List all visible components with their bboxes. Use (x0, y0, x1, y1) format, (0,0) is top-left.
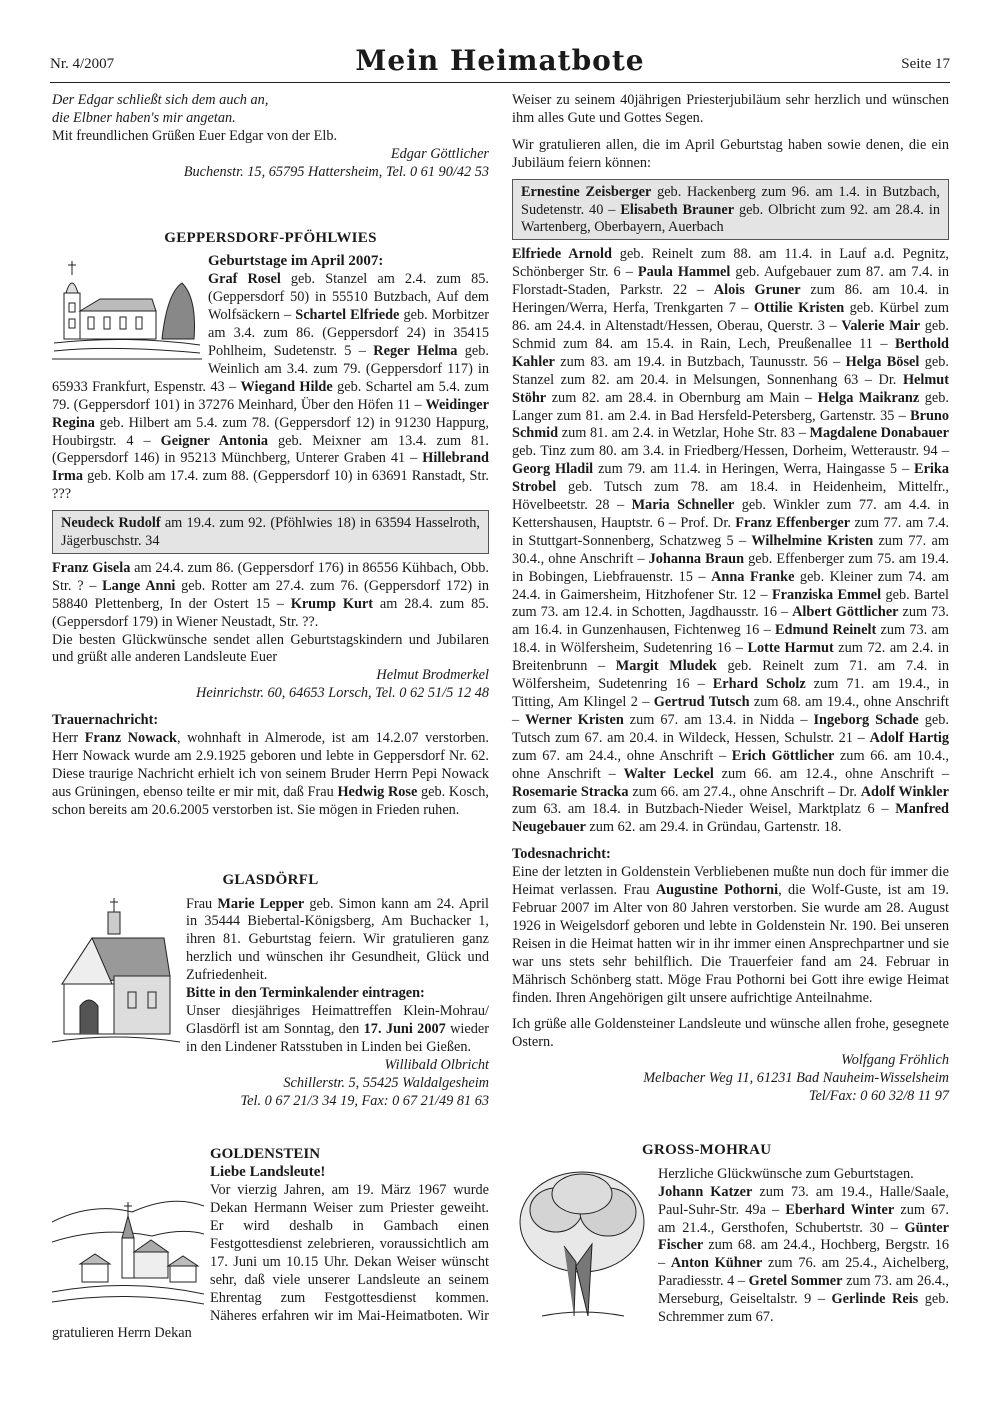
section-title-goldenstein: GOLDENSTEIN (210, 1146, 321, 1163)
entry-text: geb. Schartel am 5.4. zum 79. (Geppersdorf 101) in 37276 Meinhard, Über den Höfen 11 – (52, 378, 489, 413)
entry-text: zum 67. am 21.4., Gersthofen, Schubertstr. 30 – (658, 1201, 949, 1236)
signature-address: Buchenstr. 15, 65795 Hattersheim, Tel. 0 61 90/42 53 (183, 163, 489, 180)
easter-greeting: Ich grüße alle Goldensteiner Landsleute und wünsche allen frohe, gesegnete Ostern. (512, 1016, 949, 1051)
entry-text: geb. Morbitzer am 3.4. zum 86. (Geppersdorf 24) in 35415 Pohlheim, Sudetenstr. 5 – (208, 307, 489, 359)
entry-text: zum 66. am 12.4., ohne Anschrift – (713, 765, 949, 782)
death-notice-text: , die Wolf-Guste, ist am 19. Februar 2007 im Alter von 80 Jahren verstorben. Sie wurde am 28. August 1926 in Weigelsdorf geboren und lebte in Goldenstein Nr. 190. Bei unseren Reisen in die Heimat hatten wir in ihr immer einen Ansprechpartner und sie war uns stets sehr behilflich. Die Trauerfeier fand am 24. Februar in Mährisch Schönberg statt. Möge Frau Pothorni bei Gott ihre ewige Heimat finden. Ihren Angehörigen gilt unsere aufrichtige Anteilnahme. (512, 882, 949, 1006)
goldenstein-subtitle: Liebe Landsleute! (210, 1164, 326, 1181)
person-name: Marie Lepper (217, 895, 305, 912)
person-name: Adolf Hartig (869, 729, 949, 746)
geppersdorf-subtitle: Geburtstage im April 2007: (208, 253, 384, 270)
person-name: Hedwig Rose (337, 783, 418, 800)
entry-text: geb. Tutsch zum 78. am 18.4. in Heidenheim, Mittelfr., Hövelbeetstr. 28 – (512, 479, 949, 514)
person-name: Gerlinde Reis (831, 1291, 919, 1308)
person-name: Elfriede Arnold (512, 246, 612, 263)
entry-text: zum 83. am 19.4. in Butzbach, Taunusstr. 56 – (554, 353, 846, 370)
goldenstein-village-illustration (52, 1182, 204, 1308)
section-title-glasdoerfl: GLASDÖRFL (222, 871, 319, 888)
entry-text: geb. Effenberger zum 75. am 19.4. in Bobingen, Liebfrauenstr. 15 – (512, 550, 949, 585)
person-name: Hillebrand Irma (52, 450, 489, 485)
entry-text: geb. Bartel zum 73. am 12.4. in Schotten, Jagdhausstr. 16 – (512, 586, 949, 621)
calendar-text: Unser diesjähriges Heimattreffen Klein-Mohrau/ Glasdörfl ist am Sonntag, den (186, 1002, 489, 1037)
entry-text: zum 73. am 18.4. in Wölfersheim, Sudetenring 16 – (512, 622, 949, 657)
entry-text: zum 66. am 10.4., ohne Anschrift – (512, 747, 950, 782)
page-number: Seite 17 (901, 56, 950, 72)
entry-text: geb. Hackenberg zum 96. am 1.4. in Butzbach, Sudetenstr. 40 – (521, 183, 941, 218)
entry-text: zum 77. am 30.4., ohne Anschrift – (512, 532, 949, 567)
glasdoerfl-text: Frau (186, 895, 218, 912)
poem-line: die Elbner haben's mir angetan. (52, 109, 236, 126)
person-name: Gertrud Tutsch (653, 694, 750, 710)
signature-address: Melbacher Weg 11, 61231 Bad Nauheim-Wisselsheim (643, 1070, 949, 1087)
entry-text: geb. Hilbert am 5.4. zum 78. (Geppersdorf 12) in 91230 Happurg, Houbirgstr. 4 – (52, 414, 489, 449)
person-name: Werner Kristen (525, 711, 624, 728)
congrats-intro: Wir gratulieren allen, die im April Geburtstag haben sowie denen, die ein Jubiläum feiern können: (512, 136, 949, 171)
signature-name: Willibald Olbricht (384, 1056, 489, 1073)
person-name: Anton Kühner (670, 1255, 763, 1272)
entry-text: zum 68. am 24.4., Hochberg, Bergstr. 16 – (658, 1237, 949, 1272)
entry-text: zum 63. am 18.4. in Butzbach-Nieder Weisel, Marktplatz 6 – (512, 801, 896, 818)
entry-text: zum 82. am 28.4. in Obernburg am Main – (546, 389, 818, 406)
person-name: Manfred Neugebauer (512, 801, 949, 836)
entry-text: zum 68. am 19.4., ohne Anschrift – (512, 694, 949, 728)
person-name: Helga Maikranz (817, 389, 920, 406)
section-title-gross-mohrau: GROSS-MOHRAU (642, 1141, 772, 1158)
entry-text: geb. Winkler zum 77. am 4.4. in Kettershausen, Hauptstr. 6 – Prof. Dr. (512, 497, 949, 531)
closing-line: Mit freundlichen Grüßen Euer Edgar von der Elb. (52, 127, 338, 144)
person-name: Lange Anni (102, 577, 176, 594)
entry-text: zum 67. am 24.4., ohne Anschrift – (512, 747, 732, 764)
person-name: Erika Strobel (512, 461, 950, 496)
person-name: Bruno Schmid (512, 407, 949, 442)
entry-text: geb. Stanzel zum 82. am 20.4. in Melsungen, Sonnenhang 63 – Dr. (512, 353, 949, 388)
person-name: Elisabeth Brauner (620, 201, 735, 218)
mourning-title: Trauernachricht: (52, 712, 159, 729)
birthday-list (512, 246, 949, 837)
entry-text: zum 66. am 27.4., ohne Anschrift – Dr. (628, 783, 861, 800)
page-header (50, 44, 950, 86)
person-name: Franziska Emmel (771, 586, 882, 603)
entry-text: am 24.4. zum 86. (Geppersdorf 176) in 86556 Kühbach, Obb. Str. ? – (52, 559, 489, 594)
person-name: Albert Göttlicher (792, 604, 899, 621)
entry-text: zum 73. am 16.4. in Gunzenhausen, Fichtenweg 16 – (512, 604, 949, 639)
signature-name: Wolfgang Fröhlich (841, 1052, 949, 1069)
person-name: Krump Kurt (290, 595, 374, 612)
entry-text: zum 76. am 25.4., Aichelberg, Paradiesstr. 4 – (658, 1255, 949, 1290)
entry-text: geb. Kolb am 17.4. zum 88. (Geppersdorf 10) in 63691 Ranstadt, Str. ??? (52, 468, 489, 503)
entry-text: zum 73. am 26.4., Merseburg, Geiseltalstr. 9 – (658, 1273, 949, 1308)
person-name: Georg Hladil (512, 461, 594, 478)
signature-name: Edgar Göttlicher (390, 145, 489, 162)
entry-text: geb. Reinelt zum 71. am 7.4. in Wölfersheim, Sudetenring 16 – (512, 658, 950, 693)
issue-number: Nr. 4/2007 (50, 56, 115, 72)
person-name: Johann Katzer (658, 1183, 753, 1200)
entry-text: geb. Reinelt zum 88. am 11.4. in Lauf a.d. Pegnitz, Schönberger Str. 6 – (512, 246, 949, 281)
person-name: Maria Schneller (631, 497, 735, 514)
person-name: Wilhelmine Kristen (751, 532, 874, 549)
geppersdorf-church-illustration (52, 253, 202, 361)
mourning-text: , wohnhaft in Almerode, ist am 14.2.07 verstorben. Herr Nowack wurde am 2.9.1925 geboren und lebte in Geppersdorf Nr. 62. Diese traurige Nachricht erhielt ich von seinem Bruder Herrn Pepi Nowack aus Grüningen, ebenso teilte er mir mit, daß Frau (52, 730, 489, 800)
entry-text: geb. Weinlich am 3.4. zum 79. (Geppersdorf 117) in 65933 Frankfurt, Espenstr. 43 – (52, 342, 490, 395)
death-notice-title: Todesnachricht: (512, 846, 611, 863)
entry-text: geb. Schremmer zum 67. (658, 1291, 949, 1326)
person-name: Berthold Kahler (512, 335, 949, 370)
entry-text: am 19.4. zum 92. (Pföhlwies 18) in 63594 Hasselroth, Jägerbuschstr. 34 (61, 515, 480, 550)
left-column (52, 92, 489, 1343)
highlight-box (512, 179, 949, 241)
person-name: Geigner Antonia (160, 432, 269, 449)
person-name: Eberhard Winter (785, 1201, 895, 1218)
person-name: Walter Leckel (623, 765, 714, 782)
header-rule (50, 82, 950, 83)
right-column (512, 92, 949, 1327)
person-name: Helmut Stöhr (512, 371, 949, 406)
person-name: Neudeck Rudolf (61, 515, 161, 532)
person-name: Franz Gisela (52, 559, 131, 576)
person-name: Valerie Mair (841, 317, 921, 334)
death-notice-text: Eine der letzten in Goldenstein Verbliebenen mußte nun doch für immer die Heimat verlassen. Frau (512, 864, 949, 899)
glasdoerfl-text: geb. Simon kann am 24. April in 35444 Biebertal-Königsberg, Am Buchacker 1, ihren 81. Geburtstag feiern. Wir gratulieren ganz herzlich und wünschen ihr Gesundheit, Glück und Zufriedenheit. (186, 895, 490, 984)
person-name: Weidinger Regina (52, 396, 489, 431)
signature-phone: Tel/Fax: 0 60 32/8 11 97 (808, 1088, 949, 1105)
person-name: Ernestine Zeisberger (521, 183, 652, 200)
entry-text: zum 79. am 11.4. in Heringen, Werra, Haingasse 5 – (593, 461, 915, 478)
section-title-geppersdorf: GEPPERSDORF-PFÖHLWIES (164, 229, 377, 246)
person-name: Wiegand Hilde (240, 378, 333, 395)
person-name: Schartel Elfriede (295, 307, 400, 324)
entry-text: zum 62. am 29.4. in Gründau, Gartenstr. 18. (585, 819, 842, 836)
person-name: Franz Nowack (84, 730, 177, 747)
person-name: Adolf Winkler (860, 783, 949, 800)
entry-text: zum 71. am 19.4., in Titting, Am Klingel 2 – (512, 676, 949, 710)
person-name: Franz Effenberger (735, 514, 851, 531)
mourning-text: Herr (52, 730, 85, 747)
entry-text: zum 77. am 7.4. in Stuttgart-Sonnenberg, Schatzweg 5 – (512, 514, 950, 549)
wishes-text: Die besten Glückwünsche sendet allen Geburtstagskindern und Jubilaren und grüßt alle anderen Landsleute Euer (52, 631, 489, 666)
person-name: Ingeborg Schade (813, 711, 919, 728)
person-name: Edmund Reinelt (775, 622, 877, 639)
entry-text: geb. Meixner am 13.4. zum 81. (Geppersdorf 146) in 95213 Münchberg, Unterer Graben 41 – (52, 432, 490, 467)
entry-text: geb. Aufgebauer zum 87. am 7.4. in Florstadt-Staden, Parkstr. 22 – (512, 264, 949, 299)
entry-text: geb. Kürbel zum 86. am 24.4. in Altenstadt/Hessen, Oberau, Querstr. 3 – (512, 300, 949, 334)
person-name: Magdalene Donabauer (809, 425, 949, 442)
entry-text: zum 72. am 2.4. in Breitenbrunn – (512, 640, 949, 675)
entry-text: am 28.4. zum 85. (Geppersdorf 179) in Wiener Neustadt, Str. ??. (52, 595, 489, 630)
entry-text: geb. Rotter am 27.4. zum 76. (Geppersdorf 172) in 58840 Plettenberg, In der Ostert 15 – (52, 577, 489, 612)
meeting-date: 17. Juni 2007 (363, 1020, 446, 1037)
person-name: Anna Franke (711, 568, 795, 585)
person-name: Ottilie Kristen (753, 300, 845, 317)
signature-address: Heinrichstr. 60, 64653 Lorsch, Tel. 0 62 51/5 12 48 (196, 685, 489, 702)
entry-text: zum 86. am 10.4. in Heringen/Werra, Herfa, Trenkgarten 7 – (512, 282, 949, 317)
highlight-box (52, 510, 489, 554)
person-name: Erhard Scholz (712, 676, 806, 693)
glasdoerfl-chapel-illustration (52, 896, 180, 1046)
gross-mohrau-intro: Herzliche Glückwünsche zum Geburtstagen. (658, 1165, 914, 1182)
signature-phone: Tel. 0 67 21/3 34 19, Fax: 0 67 21/49 81 63 (240, 1092, 489, 1109)
entry-text: geb. Olbricht zum 92. am 28.4. in Wartenberg, Oberbayern, Auerbach (521, 201, 940, 236)
person-name: Alois Gruner (713, 282, 801, 299)
person-name: Rosemarie Stracka (512, 783, 629, 800)
person-name: Lotte Harmut (747, 640, 834, 657)
calendar-text: wieder in den Lindener Ratsstuben in Linden bei Gießen. (186, 1020, 489, 1055)
entry-text: geb. Stanzel am 2.4. zum 85. (Geppersdorf 50) in 55510 Butzbach, Auf dem Wolfsäckern – (208, 271, 489, 324)
entry-text: geb. Tutsch zum 67. am 20.4. in Wildeck, Hessen, Schulstr. 21 – (512, 711, 949, 746)
entry-text: zum 73. am 19.4., Halle/Saale, Paul-Suhr-Str. 49a – (658, 1183, 949, 1218)
entry-text: geb. Kleiner zum 74. am 24.4. in Gaimersheim, Hitzhofener Str. 12 – (512, 568, 949, 603)
person-name: Augustine Pothorni (655, 882, 779, 899)
goldenstein-text: Vor vierzig Jahren, am 19. März 1967 wurde Dekan Hermann Weiser zum Priester geweiht. Er wird deshalb in Gambach einen Festgottesdienst zelebrieren, voraussichtlich am 17. Juni um 10.15 Uhr. Dekan Weiser wünscht sehr, daß viele unserer Landsleute an seinem Ehrentag zum Festgottesdienst kommen. Näheres erfahren wir im Mai-Heimatboten. Wir gratulieren Herrn Dekan (52, 1182, 489, 1342)
person-name: Helga Bösel (845, 353, 920, 370)
person-name: Günter Fischer (658, 1219, 949, 1254)
entry-text: geb. Langer zum 81. am 2.4. in Bad Hersfeld-Petersberg, Gartenstr. 35 – (512, 389, 949, 424)
entry-text: zum 81. am 2.4. in Wetzlar, Hohe Str. 83 – (558, 425, 810, 442)
entry-text: geb. Tinz zum 80. am 3.4. in Friedberg/Hessen, Dorheim, Wetteraustr. 94 – (512, 443, 949, 460)
person-name: Reger Helma (373, 342, 458, 359)
person-name: Johanna Braun (648, 550, 745, 567)
poem-line: Der Edgar schließt sich dem auch an, (52, 92, 269, 108)
person-name: Erich Göttlicher (731, 747, 835, 764)
person-name: Paula Hammel (637, 264, 731, 281)
jubilee-text: Weiser zu seinem 40jährigen Priesterjubiläum sehr herzlich und wünschen ihm alles Gute und Gottes Segen. (512, 92, 949, 126)
tree-illustration (512, 1166, 652, 1322)
signature-address: Schillerstr. 5, 55425 Waldalgesheim (283, 1074, 489, 1091)
person-name: Margit Mludek (615, 658, 717, 675)
masthead-logo: Mein Heimatbote (355, 44, 645, 77)
entry-text: zum 67. am 13.4. in Nidda – (623, 711, 814, 728)
mourning-text: geb. Kosch, schon bereits am 20.6.2005 verstorben ist. Sie mögen in Frieden ruhen. (52, 783, 489, 818)
calendar-title: Bitte in den Terminkalender eintragen: (186, 985, 425, 1002)
person-name: Gretel Sommer (748, 1273, 843, 1290)
person-name: Graf Rosel (208, 271, 281, 288)
entry-text: geb. Schmid zum 84. am 15.4. in Rain, Lech, Preußenallee 11 – (512, 317, 949, 352)
signature-name: Helmut Brodmerkel (376, 667, 489, 684)
